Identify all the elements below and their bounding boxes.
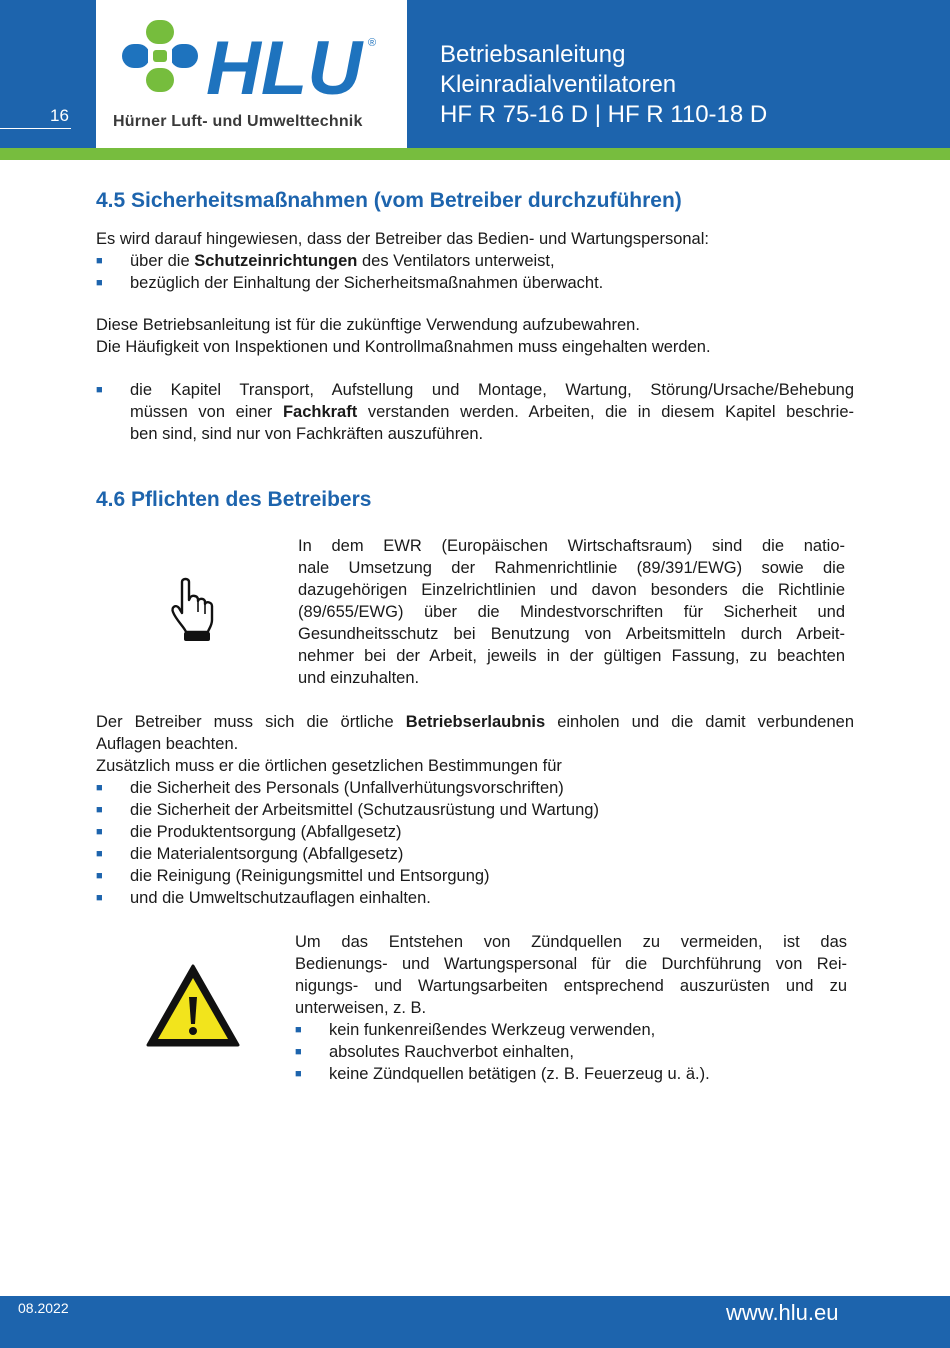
title-line: Betriebsanleitung: [440, 41, 626, 68]
intro-text: Es wird darauf hingewiesen, dass der Betreiber das Bedien- und Wartungspersonal:: [96, 230, 709, 248]
ignition-warning: Um das Entstehen von Zündquellen zu vermeiden, ist das Bedienungs- und Wartungspersonal für die Durchführung von Rei- nigungs- und Wartungsarbeiten entsprechend auszurüsten und zu unterweisen, z. B. ■ kein funkenreißendes Werkzeug verwenden, ■ absolutes Rauchverbot einhalten, ■ keine Zündquellen betätigen (z. B. Feuerzeug u. ä.).: [295, 931, 847, 1085]
list-item: ■ und die Umweltschutzauflagen einhalten.: [96, 887, 854, 909]
hlu-logo: [118, 16, 383, 101]
cross-symbol-icon: [122, 20, 198, 92]
company-name: Hürner Luft- und Umwelttechnik: [113, 113, 363, 130]
document-title: [440, 40, 767, 130]
qualified-personnel-item: ■ die Kapitel Transport, Aufstellung und Montage, Wartung, Störung/Ursache/Behebung müssen von einer Fachkraft verstanden werden. Arbeiten, die in diesem Kapitel beschrie- ben sind, sind nur von Fachkräften auszuführen.: [96, 379, 854, 445]
list-item: ■ die Sicherheit der Arbeitsmittel (Schutzausrüstung und Wartung): [96, 799, 854, 821]
retention-paragraph: Diese Betriebsanleitung ist für die zukünftige Verwendung aufzubewahren. Die Häufigkeit von Inspektionen und Kontrollmaßnahmen muss eingehalten werden.: [96, 316, 711, 356]
list-item: ■ die Reinigung (Reinigungsmittel und Entsorgung): [96, 865, 854, 887]
list-item: ■ kein funkenreißendes Werkzeug verwenden,: [295, 1019, 847, 1041]
page-number: 16: [50, 106, 69, 125]
list-item: ■ bezüglich der Einhaltung der Sicherheitsmaßnahmen überwacht.: [96, 272, 856, 294]
list-item: ■ die Kapitel Transport, Aufstellung und Montage, Wartung, Störung/Ursache/Behebung: [96, 379, 854, 401]
list-item: ■ absolutes Rauchverbot einhalten,: [295, 1041, 847, 1063]
list-item: ■ die Produktentsorgung (Abfallgesetz): [96, 821, 854, 843]
section-heading-4-5: 4.5 Sicherheitsmaßnahmen (vom Betreiber durchzuführen): [96, 189, 682, 212]
list-item: ■ die Sicherheit des Personals (Unfallverhütungsvorschriften): [96, 777, 854, 799]
pointing-hand-icon: [168, 576, 218, 644]
warning-triangle-icon: [146, 964, 240, 1048]
list-item: ■ keine Zündquellen betätigen (z. B. Feuerzeug u. ä.).: [295, 1063, 847, 1085]
page-number-rule: [0, 128, 71, 129]
operator-obligations: Der Betreiber muss sich die örtliche Betriebserlaubnis einholen und die damit verbundenen Auflagen beachten. Zusätzlich muss er die örtlichen gesetzlichen Bestimmungen für ■ die Sicherheit des Personals (Unfallverhütungsvorschriften) ■ die Sicherheit der Arbeitsmittel (Schutzausrüstung und Wartung) ■ die Produktentsorgung (Abfallgesetz) ■ die Materialentsorgung (Abfallgesetz) ■ die Reinigung (Reinigungsmittel und Entsorgung) ■ und die Umweltschutzauflagen einhalten.: [96, 711, 854, 909]
list-item: ■ über die Schutzeinrichtungen des Ventilators unterweist,: [96, 250, 856, 272]
title-line: Kleinradialventilatoren: [440, 71, 677, 98]
brand-name: HLU: [206, 26, 363, 101]
section-heading-4-6: 4.6 Pflichten des Betreibers: [96, 488, 372, 511]
safety-measures-block: [96, 228, 856, 294]
registered-mark-icon: ®: [368, 37, 377, 49]
website-link[interactable]: www.hlu.eu: [726, 1300, 839, 1325]
title-line: HF R 75-16 D | HF R 110-18 D: [440, 101, 768, 128]
ewr-note: In dem EWR (Europäischen Wirtschaftsraum) sind die natio- nale Umsetzung der Rahmenrichtlinie (89/391/EWG) sowie die dazugehörigen Einzelrichtlinien und davon besonders die Richtlinie (89/655/EWG) über die Mindestvorschriften für Sicherheit und Gesundheitsschutz bei Benutzung von Arbeitsmitteln durch Arbeit- nehmer bei der Arbeit, jeweils in der gültigen Fassung, zu beachten und einzuhalten.: [298, 537, 845, 687]
footer-date: 08.2022: [18, 1300, 69, 1316]
list-item: ■ die Materialentsorgung (Abfallgesetz): [96, 843, 854, 865]
header-accent-bar: [0, 148, 950, 160]
